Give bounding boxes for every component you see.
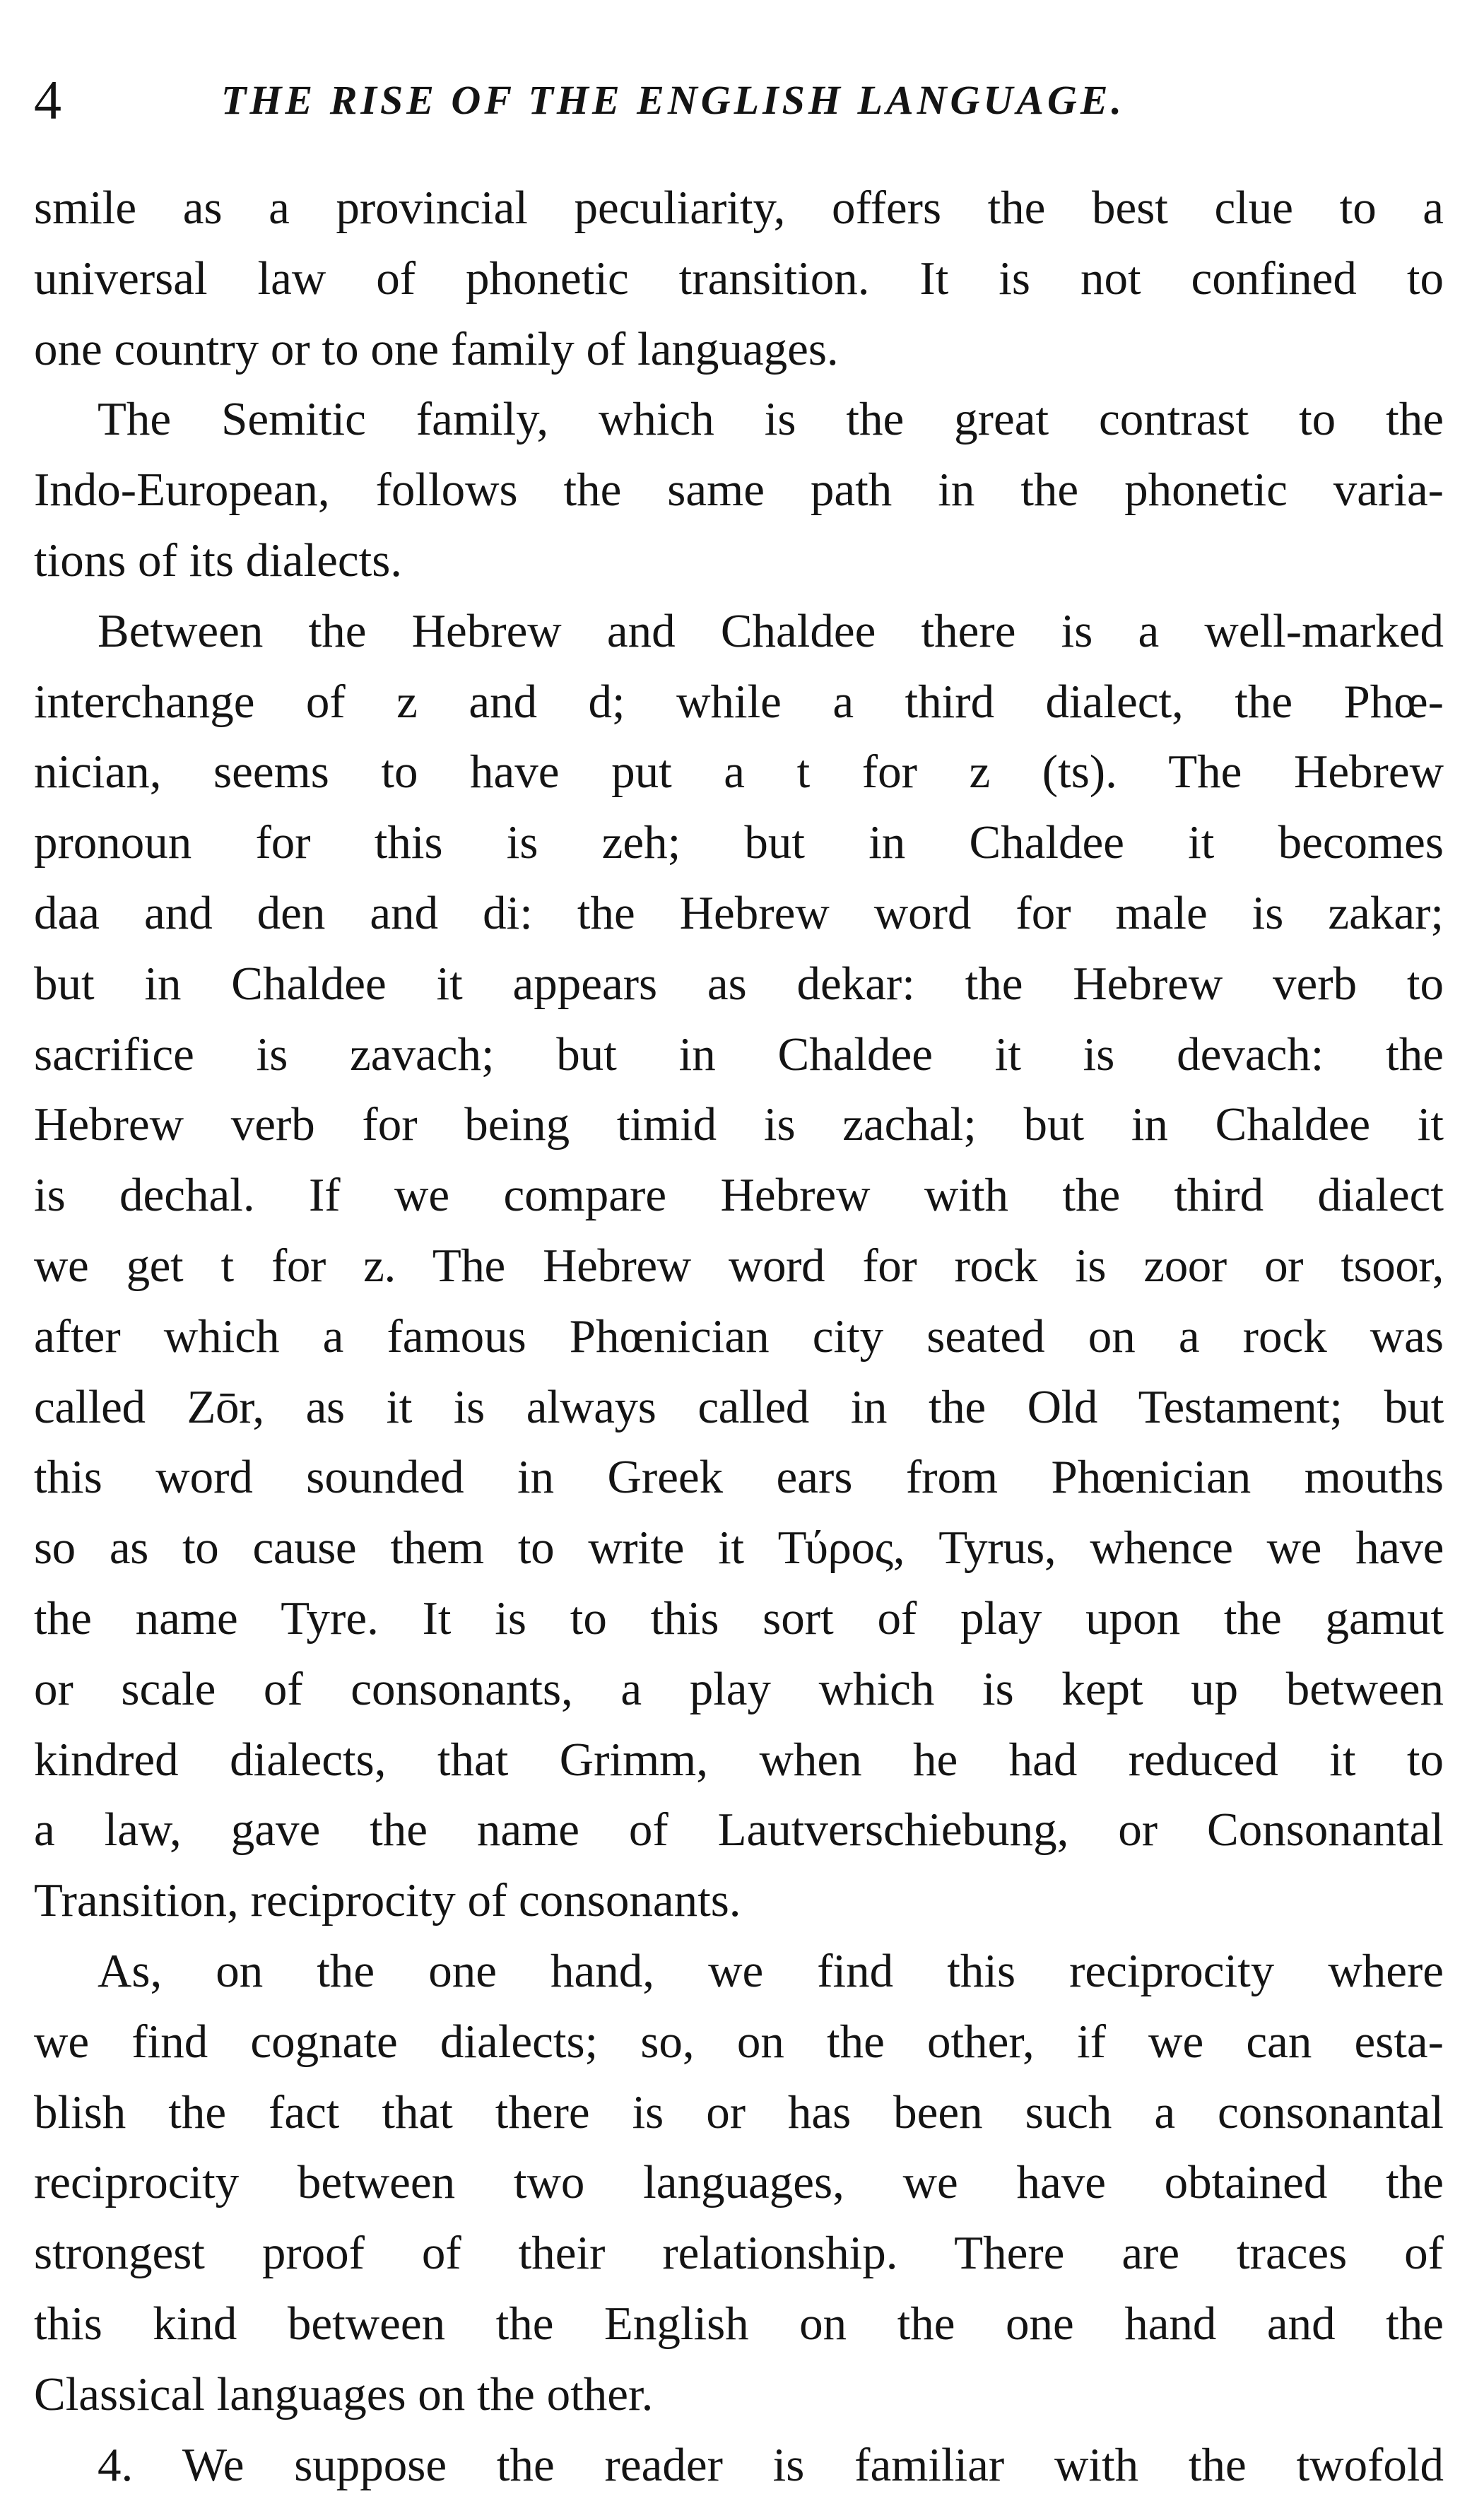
text-line: kindred dialects, that Grimm, when he had reduced it to [34,1733,1444,1786]
text-line: Classical languages on the other. [34,2367,654,2420]
text-line: daa and den and di: the Hebrew word for male is zakar; [34,886,1444,939]
text-line: universal law of phonetic transition. It is not confined to [34,252,1444,305]
text-line: As, on the one hand, we find this reciprocity where [98,1944,1444,1997]
text-line: The Semitic family, which is the great contrast to the [98,393,1444,446]
text-line: Hebrew verb for being timid is zachal; but in Chaldee it [34,1098,1444,1151]
text-line: blish the fact that there is or has been such a consonantal [34,2085,1444,2138]
text-line: we find cognate dialects; so, on the other, if we can esta- [34,2015,1444,2068]
text-line: or scale of consonants, a play which is kept up between [34,1662,1444,1715]
text-line: one country or to one family of languages. [34,322,839,375]
page-header [34,65,1440,136]
text-line: interchange of z and d; while a third dialect, the Phœ- [34,675,1444,728]
text-line: called Zōr, as it is always called in the Old Testament; but [34,1380,1444,1433]
text-line: reciprocity between two languages, we have obtained the [34,2156,1444,2209]
text-line: Between the Hebrew and Chaldee there is a well-marked [98,604,1444,657]
text-line: this word sounded in Greek ears from Phœnician mouths [34,1451,1444,1504]
page-number: 4 [34,69,61,131]
running-title: THE RISE OF THE ENGLISH LANGUAGE. [221,77,1126,123]
text-line: smile as a provincial peculiarity, offers the best clue to a [34,182,1444,234]
text-line: we get t for z. The Hebrew word for rock is zoor or tsoor, [34,1239,1444,1292]
text-line: the name Tyre. It is to this sort of play upon the gamut [34,1592,1444,1645]
text-line: is dechal. If we compare Hebrew with the third dialect [34,1169,1444,1222]
text-line: a law, gave the name of Lautverschiebung, or Consonantal [34,1804,1444,1857]
text-line: pronoun for this is zeh; but in Chaldee it becomes [34,816,1444,869]
text-line: sacrifice is zavach; but in Chaldee it is devach: the [34,1028,1444,1081]
text-line: so as to cause them to write it Τύρος, Tyrus, whence we have [34,1522,1444,1575]
text-line: nician, seems to have put a t for z (ts). The Hebrew [34,746,1444,799]
text-line: this kind between the English on the one hand and the [34,2297,1444,2350]
text-line: 4. We suppose the reader is familiar with the twofold [98,2438,1444,2491]
text-line: tions of its dialects. [34,534,403,587]
text-line: strongest proof of their relationship. There are traces of [34,2227,1444,2280]
text-line: but in Chaldee it appears as dekar: the Hebrew verb to [34,957,1444,1010]
text-line: Transition, reciprocity of consonants. [34,1874,741,1927]
body-text [34,173,1444,2500]
text-line: Indo-European, follows the same path in the phonetic varia- [34,464,1444,517]
text-line: after which a famous Phœnician city seated on a rock was [34,1310,1444,1363]
